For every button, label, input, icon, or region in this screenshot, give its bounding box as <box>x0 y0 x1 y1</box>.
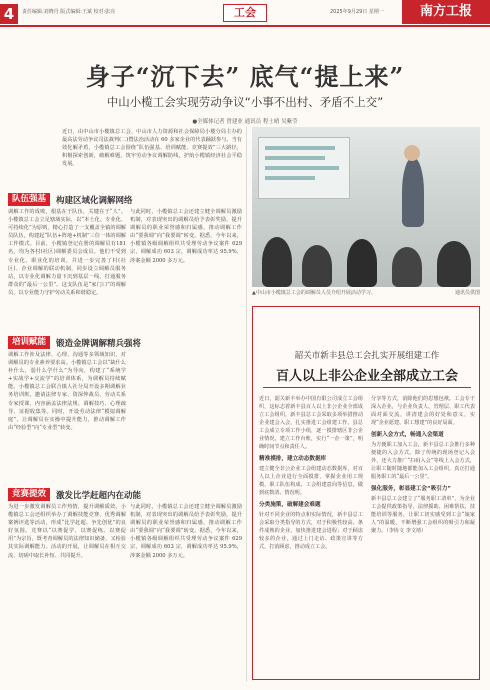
article-subheadline: 中山小榄工会实现劳动争议“小事不出村、矛盾不上交” <box>106 95 384 109</box>
audience-figure <box>437 241 471 287</box>
section-body-2: 调解工作涉及法律、心理、沟通等多领域知识，对调解员的专业素养要求高。小榄镇总工会以“缺什么补什么，弱什么学什么”为导向，构建了“系统学+实战学+交流学”的培训体系，为调解员持续赋能。小榄镇总工会联合镇人社分局开设多期调解业务培训班，邀请法律专家、资深仲裁员、劳动关系专家授课，内容涵盖法律法规、调解技巧、心理疏导、证据收集等。同时，开设劳动法律“模拟调解庭”，让调解员在实操中提升能力，推动调解工作由“经验型”向“专业型”转变。 <box>8 352 126 431</box>
issue-date: 2025年9月29日 星期一 <box>330 9 384 15</box>
section-body-1: 调解工作的成败，根基在于队伍，关键在于“人”。小榄镇总工会立足辖域实际，以“本土化、专业化、可持续化”为原则，精心打造了一支覆盖全镇的调解员队伍，构建起“队伍+阵地+机制”三位一体的调解工作模式。目前，小榄镇登记在册的调解员有181名，均为各村(社区)调解委员会成员。他们不受到专业化、职业化的培训，并进一步完善了村(社区)、企业调解的联动机制，同步设立调解员服务站，以专业化调解力量下沉到基层一线，打通服务群众的“最后一公里”。这支队伍是“家门口”的调解员，以专业能力守护劳动关系和谐稳定。 <box>8 209 126 296</box>
section-tag-3: 竞赛提效 <box>8 488 50 501</box>
section-heading-3 <box>8 488 141 501</box>
editor-credits: 责任编辑:刘晓丹 版式编辑:王斌 校对:张亮 <box>22 9 116 15</box>
newspaper-logo: 南方工报 <box>402 0 490 24</box>
sidebox-paragraph: 为方便职工加入工会，新丰县总工会推行多种便捷的入会方式。除了传统的现场登记入会外，还大力推广“扫码入会”等线上入会方式，让职工随时随地都能加入工会组织，真正打通服务职工的“最后一公里”。 <box>371 442 475 480</box>
audience-figure <box>347 239 377 287</box>
section-label: 工会 <box>223 4 267 22</box>
section-title-2: 锻造金牌调解精兵强将 <box>56 338 142 349</box>
sidebox-paragraph: 针对不同企业的特点和实际情况，新丰县总工会采取分类指导的方式，对于积极性较高、条件成熟的企业，加快推进建会进程；对于顾虑较多的企业，通过上门走访、政策宣讲等方式，打消顾虑，推动成立工会。 <box>259 512 363 550</box>
sidebox-paragraph: 新丰县总工会建立了“服务职工清单”，为企业工会提供政策指导、法律援助、困难帮扶、技能培训等服务，让职工切实感受到工会“娘家人”的温暖，不断增强工会组织的吸引力和凝聚力。（李协文 李文靖） <box>371 496 475 534</box>
sidebox-subheading: 分类施策，破解建会难题 <box>259 502 321 508</box>
projection-screen <box>258 137 350 199</box>
section-body-3b: 与此同时，小榄镇总工会还建立健全调解员激励机制，对表现突出的调解员给予表彰奖励，提升调解员的职业荣誉感和归属感，推动调解工作由“要我调”向“我要调”转变。据悉，今年以来，小榄镇各级调解组织共受理劳动争议案件 629 宗，调解成功 603 宗，调解成功率达 95.9%，涉案金额 2000 多万元。 <box>130 504 242 559</box>
article-lead: 近日，由中山市小榄镇总工会、中山市人力资源和社会保障局小榄分局主办的最高法劳动争议司法裁判(二)暨法治活动在 60 多家企业的代表踊跃参与。当有效化解矛盾，小榄镇总工会围绕“队伍强基、培训赋能、竞赛提效”三大路径，积极探索创新，破解难题，筑牢劳动争议调解防线，护航小榄镇经济社会平稳发展。 <box>62 129 242 168</box>
sidebox-column-2 <box>371 395 475 675</box>
audience-figure <box>392 247 422 287</box>
section-tag-2: 培训赋能 <box>8 336 50 349</box>
sidebox-kicker: 韶关市新丰县总工会扎实开展组建工作 <box>294 351 440 361</box>
column-divider <box>246 127 247 682</box>
section-heading-1 <box>8 193 133 206</box>
section-body-3: 为进一步激发调解员工作热情，提升调解质效，小榄镇总工会还组织举办了调解技能竞赛、优秀调解案例评选等活动，形成“比学赶超、争先创优”的良好氛围。竞赛以“以赛促学、以赛促练、以赛促用”为宗旨，既考查调解员的法律知识储备，又检验其实际调解能力。活动的开展，让调解员在相互交流、切磋中取长补短、共同提升。 <box>8 504 126 559</box>
sidebox-paragraph: 建立健全非公企业工会组建动态数据库，对百人以上企业进行全面摸排，掌握企业用工规模、职工队伍构成、工会组建意向等信息，做到底数清、情况明。 <box>259 466 363 496</box>
section-title-1: 构建区域化调解网络 <box>56 195 133 206</box>
section-body-continued: 与此同时，小榄镇总工会还建立健全调解员激励机制，对表现突出的调解员给予表彰奖励，提升调解员的职业荣誉感和归属感，推动调解工作由“要我调”向“我要调”转变。据悉，今年以来，小榄镇各级调解组织共受理劳动争议案件 629 宗，调解成功 603 宗，调解成功率达 95.9%，涉案金额 2000 多万元。 <box>130 209 242 264</box>
speaker-figure <box>402 157 424 227</box>
sidebox-column-1 <box>259 395 363 675</box>
header-rule <box>0 25 490 27</box>
photo-credit: 通讯员供图 <box>454 290 480 296</box>
speaker-head <box>404 145 420 161</box>
section-tag-1: 队伍强基 <box>8 193 50 206</box>
sidebox-paragraph: 分享等方式，消除他们的思想包袱。工会专干深入企业，与企业负责人、管理层、职工代表面对面交流，讲清建会的好处和意义，实现“企业愿建、职工想建”的良好局面。 <box>371 396 475 426</box>
article-photo <box>252 127 480 287</box>
article-headline: 身子“沉下去” 底气“提上来” <box>85 62 405 91</box>
audience-figure <box>262 237 292 287</box>
sidebox-subheading: 精准摸排，建立动态数据库 <box>259 456 327 462</box>
sidebox-title: 百人以上非公企业全部成立工会 <box>275 369 458 384</box>
section-title-3: 激发比学赶超内在动能 <box>56 490 142 501</box>
photo-caption-row <box>252 289 480 296</box>
section-heading-2 <box>8 336 141 349</box>
sidebox-subheading: 创新入会方式，畅通入会渠道 <box>371 432 444 438</box>
page-header <box>0 0 490 40</box>
related-news-box <box>252 306 480 680</box>
sidebox-paragraph: 近日，韶关新丰举办中国有限公司成立工会组织，这标志着新丰县百人以上非公企业全部成立工会组织。新丰县总工会采取多项举措推动企业建会入会，扎实推进工会组建工作。县总工会成立专项工作小组，逐一摸排辖区非公企业情况，建立工作台账，实行“一企一策”，明确时间节点和责任人。 <box>259 396 363 450</box>
audience-figure <box>302 245 332 287</box>
article-byline: ●全媒体记者 曾建业 通讯员 程土晴 吴紫莹 <box>192 119 298 125</box>
page-number: 4 <box>0 4 18 24</box>
sidebox-subheading: 强化服务，彰显建工会“吸引力” <box>371 486 452 492</box>
photo-caption: ▲中山市小榄镇总工会的调解员人员介绍开展活动学习。 <box>252 290 376 296</box>
sidebox-rule <box>263 387 471 388</box>
